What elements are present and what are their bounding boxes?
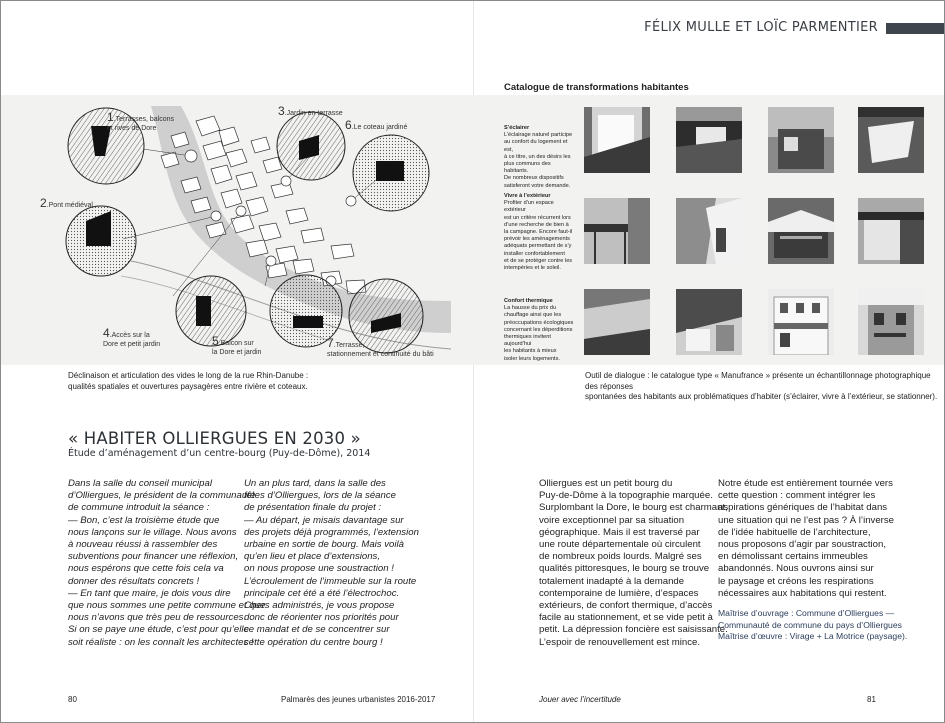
article-column-1: Dans la salle du conseil municipal d’Olliergues, le président de la communauté de commune introduit la séance : — Bon, c’est la troisième étude que nous lançons sur le village. Nous avons à nouveau réussi à rassembler des subventions pour financer une réflexion, nous espérons que cette fois cela va donner des résultats concrets ! — En tant que maire, je dois vous dire que nous sommes une petite commune et que nous n’avons que très peu de ressources… Si on se paye une étude, c’est pour qu’elle soit réaliste : on les connaît les architectes !: [68, 478, 266, 648]
article-column-4: Notre étude est entièrement tournée vers cette question : comment intégrer les aspirations génériques de l’habitat dans une situation qui ne l’est pas ? À l’inverse de l’idée habituelle de l’architecture, nous proposons d’agir par soustraction, en démolissant certains immeubles abandonnés. Nous ouvrons ainsi sur le paysage et créons les respirations nécessaires aux habitations qui restent. Maîtrise d’ouvrage : Commune d’Olliergues — Communauté de commune du pays d’Olliergues Maîtrise d’œuvre : Virage + La Motrice (paysage).: [718, 478, 918, 643]
map-label-2: 2.Pont médiéval: [40, 196, 93, 210]
map-label-6: 6.Le coteau jardiné: [345, 118, 408, 132]
map-label-5: 5.Balcon sur la Dore et jardin: [212, 334, 262, 356]
catalog-photo: [584, 289, 650, 355]
catalog-text-light: S’éclairer L’éclairage naturel participe au confort du logement et est, à ce titre, un des désirs les plus communs des habitants. De nombreux dispositifs satisferont votre demande.: [504, 125, 573, 189]
map-caption: Déclinaison et articulation des vides le long de la rue Rhin-Danube : qualités spatiales et ouvertures paysagères entre rivière et coteaux.: [68, 371, 309, 391]
footer-publication: Palmarès des jeunes urbanistes 2016-2017: [281, 695, 436, 704]
catalog-photo: [676, 107, 742, 173]
site-map-illustration: [31, 101, 451, 359]
page-number-right: 81: [867, 695, 876, 704]
catalog-title: Catalogue de transformations habitantes: [504, 82, 689, 93]
catalog-photo: [584, 198, 650, 264]
catalog-photo: [768, 289, 834, 355]
magazine-spread: [1, 1, 944, 722]
project-credits: Maîtrise d’ouvrage : Commune d’Olliergues — Communauté de commune du pays d’Olliergues Maîtrise d’œuvre : Virage + La Motrice (paysage).: [718, 608, 908, 642]
article-title: « HABITER OLLIERGUES EN 2030 »: [68, 429, 361, 448]
header-accent-bar: [886, 23, 944, 34]
article-column-2: Un an plus tard, dans la salle des fêtes d’Olliergues, lors de la séance de présentation finale du projet : — Au départ, je misais davantage sur des projets déjà programmés, l’extension urbaine en sortie de bourg. Mais voilà qu’en lieu et place d’extensions, on nous propose une soustraction ! L’écroulement de l’immeuble sur la route principale cet été a été l’électrochoc. Chers administrés, je vous propose donc de réorienter nos priorités pour ce mandat et de se concentrer sur cette opération du centre bourg !: [244, 478, 419, 648]
map-label-4: 4.Accès sur la Dore et petit jardin: [103, 326, 161, 348]
map-label-7: 7.Terrasse, stationnement et continuité du bâti: [327, 336, 434, 358]
map-label-1: 1.Terrasses, balcons et rives de Dore: [107, 110, 174, 132]
catalog-caption: Outil de dialogue : le catalogue type « Manufrance » présente un échantillonnage photographique des réponses spontanées des habitants aux problématiques d’habiter (s’éclairer, vivre à l’extérieur, se stationner).: [585, 371, 938, 401]
catalog-photo: [768, 107, 834, 173]
map-label-3: 3.Jardin en terrasse: [278, 104, 343, 118]
page-number-left: 80: [68, 695, 77, 704]
catalog-photo: [584, 107, 650, 173]
catalog-photo: [858, 198, 924, 264]
catalog-photo: [768, 198, 834, 264]
catalog-text-thermal: Confort thermique La hausse du prix du chauffage ainsi que les préoccupations écologiques concernant les déperditions thermiques invitent aujourd’hui les habitants à mieux isoler leurs logements.: [504, 298, 574, 362]
footer-section: Jouer avec l’incertitude: [539, 695, 621, 704]
article-subtitle: Étude d’aménagement d’un centre-bourg (Puy-de-Dôme), 2014: [68, 448, 371, 459]
catalog-photo: [676, 198, 742, 264]
site-map-drawing: [31, 101, 451, 359]
article-column-3: Olliergues est un petit bourg du Puy-de-Dôme à la topographie marquée. Surplombant la Dore, le bourg est charmant, voire exceptionnel par sa situation géographique. Mais il est traversé par une route départementale où circulent de nombreux poids lourds. Malgré ses qualités pittoresques, le bourg se trouve totalement inadapté à la demande contemporaine de lumière, d’espaces extérieurs, de confort thermique, d’accès facile au stationnement, et se vide petit à petit. La dépression foncière est saisissante. L’espoir de renouvellement est mince.: [539, 478, 728, 648]
catalog-text-outdoor: Vivre à l’extérieur Profiter d’un espace extérieur est un critère récurrent lors d’une recherche de bien à la campagne. Encore faut-il prévoir les aménagements adéquats permettant de s’y installer confortablement et de se protéger contre les intempéries et le soleil.: [504, 193, 573, 272]
authors-header: FÉLIX MULLE ET LOÏC PARMENTIER: [644, 20, 878, 35]
catalog-photo: [858, 107, 924, 173]
catalog-photo: [858, 289, 924, 355]
catalog-photo: [676, 289, 742, 355]
